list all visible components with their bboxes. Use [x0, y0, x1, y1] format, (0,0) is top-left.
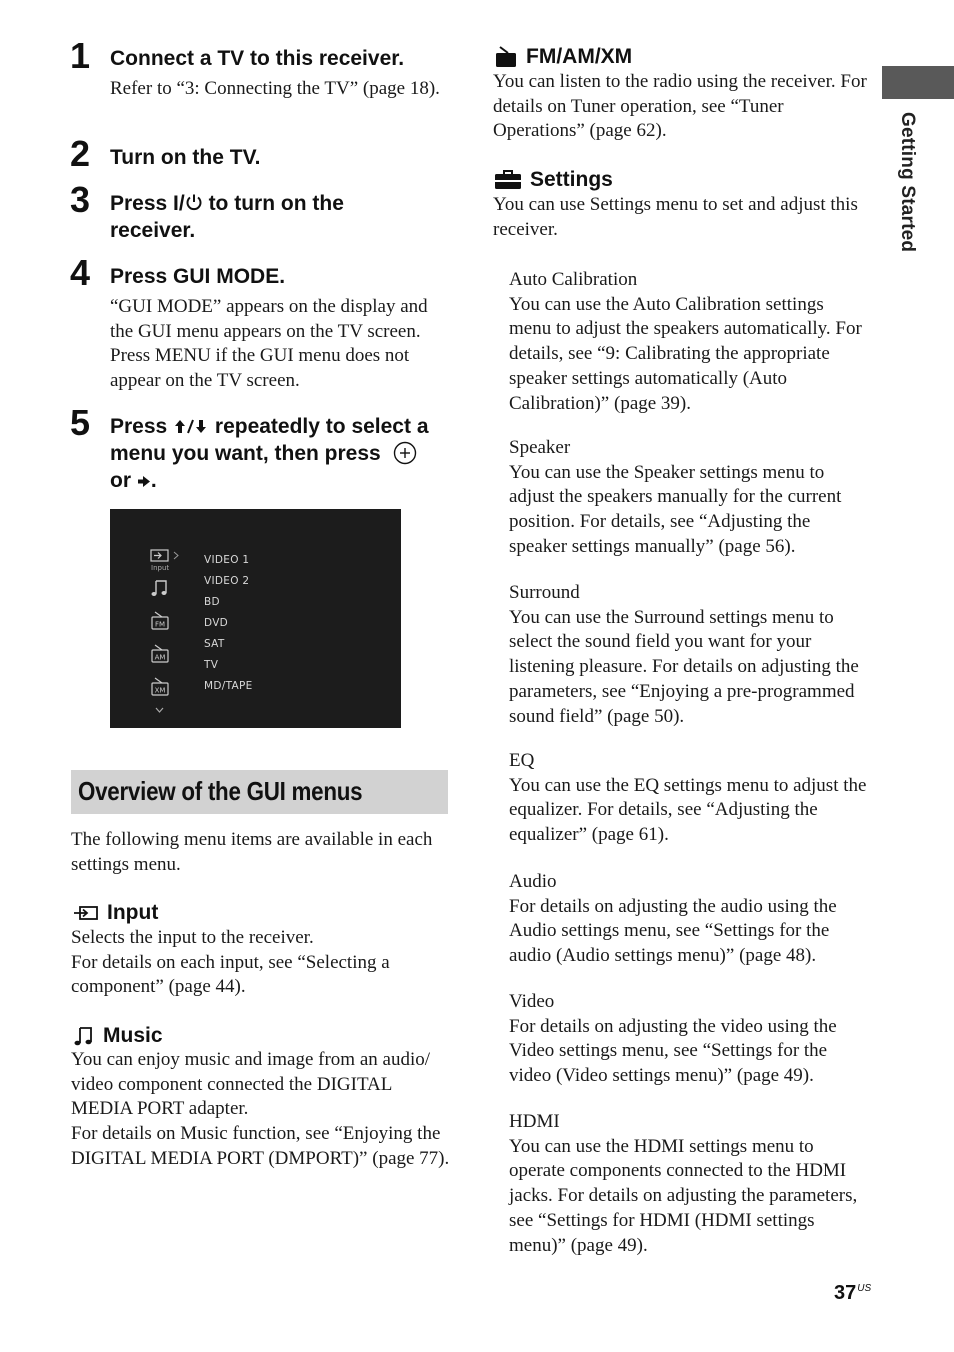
gui-item-dvd[interactable]: DVD [204, 617, 229, 629]
setting-surround [509, 581, 869, 729]
step-1-body: Refer to “3: Connecting the TV” (page 18). [110, 78, 440, 99]
page-number: $37^{US}$ [834, 1282, 872, 1304]
setting-desc: For details on adjusting the audio using the Audio settings menu, see “Settings for the audio (Audio settings menu)” (page 48). [509, 895, 837, 967]
toolbox-icon [494, 169, 522, 191]
step-4-body: “GUI MODE” appears on the display and the GUI menu appears on the TV screen. Press MENU if the GUI menu does not appear on the TV screen. [110, 296, 428, 392]
right-arrow-icon [137, 475, 151, 488]
gui-item-sat[interactable]: SAT [204, 638, 225, 650]
setting-audio [509, 870, 869, 969]
overview-intro: The following menu items are available in each settings menu. [71, 829, 433, 875]
setting-name: Surround [509, 582, 580, 603]
setting-desc: You can use the Auto Calibration settings menu to adjust the speakers automatically. For details, see “9: Calibrating the appropriate speaker settings automatically (Auto Calibration)” (page 39). [509, 293, 862, 414]
music-note-icon [73, 1025, 95, 1047]
step-number-3: 3 [70, 179, 91, 220]
input-menu-icon [150, 549, 180, 563]
setting-desc: You can use the Speaker settings menu to adjust the speakers manually for the current position. For details, see “Adjusting the speaker settings manually” (page 56). [509, 461, 842, 557]
step-number-4: 4 [70, 252, 91, 293]
setting-name: Video [509, 991, 555, 1012]
music-section-body: You can enjoy music and image from an audio/ video component connected the DIGITAL MEDIA PORT adapter. For details on Music function, see “Enjoying the DIGITAL MEDIA PORT (DMPORT)” (page 77). [71, 1049, 450, 1169]
am-menu-icon [150, 644, 170, 664]
step-number-5: 5 [70, 402, 91, 443]
setting-name: Audio [509, 871, 557, 892]
setting-auto-calibration [509, 268, 869, 416]
gui-menu-screenshot [110, 509, 401, 728]
settings-section-heading: Settings [494, 167, 613, 193]
setting-video [509, 990, 869, 1089]
setting-hdmi [509, 1110, 871, 1258]
setting-desc: For details on adjusting the video using the Video settings menu, see “Settings for the video (Video settings menu)” (page 49). [509, 1015, 837, 1087]
up-down-arrow-icon [173, 419, 209, 434]
setting-name: HDMI [509, 1111, 560, 1132]
am-menu-label: AM [154, 653, 166, 662]
step-1-title: Connect a TV to this receiver. [110, 47, 405, 70]
gui-item-md-tape[interactable]: MD/TAPE [204, 680, 253, 692]
setting-desc: You can use the Surround settings menu to select the sound field you want for your listening pleasure. For details on adjusting the parameters, see “Enjoying a pre-programmed sound field” (page 50). [509, 606, 859, 727]
step-3-title: Press I/ to turn on the receiver. [110, 192, 344, 242]
music-menu-icon [150, 578, 170, 598]
music-section-heading: Music [73, 1023, 163, 1049]
chevron-down-icon [155, 707, 164, 713]
fm-am-xm-section-heading: FM/AM/XM [494, 44, 632, 70]
setting-speaker [509, 436, 869, 560]
gui-item-tv[interactable]: TV [204, 659, 219, 671]
fm-menu-label: FM [154, 620, 166, 629]
step-2-title: Turn on the TV. [110, 146, 261, 169]
fm-am-xm-section-body: You can listen to the radio using the receiver. For details on Tuner operation, see “Tuner Operations” (page 62). [493, 71, 867, 142]
fm-menu-icon [150, 611, 170, 631]
enter-plus-icon [393, 441, 417, 465]
settings-section-body: You can use Settings menu to set and adjust this receiver. [493, 194, 858, 240]
gui-item-video2[interactable]: VIDEO 2 [204, 575, 250, 587]
input-menu-label: Input [151, 564, 170, 572]
input-section-heading: Input [73, 900, 158, 926]
input-icon [73, 905, 99, 921]
power-icon [185, 193, 203, 212]
chapter-side-label: Getting Started [897, 112, 918, 253]
setting-desc: You can use the EQ settings menu to adjust the equalizer. For details, see “Adjusting the equalizer” (page 61). [509, 774, 867, 846]
overview-heading-banner [71, 770, 448, 814]
input-section-body: Selects the input to the receiver. For details on each input, see “Selecting a component” (page 44). [71, 927, 390, 998]
xm-menu-icon [150, 677, 170, 697]
radio-icon [494, 45, 518, 69]
step-number-2: 2 [70, 133, 91, 174]
step-4-title: Press GUI MODE. [110, 265, 286, 288]
setting-name: EQ [509, 750, 535, 771]
gui-item-bd[interactable]: BD [204, 596, 220, 608]
overview-heading: Overview of the GUI menus [78, 776, 363, 806]
setting-name: Speaker [509, 437, 571, 458]
xm-menu-label: XM [154, 686, 166, 695]
step-number-1: 1 [70, 35, 91, 76]
chapter-tab [882, 66, 954, 99]
setting-name: Auto Calibration [509, 269, 638, 290]
setting-desc: You can use the HDMI settings menu to operate components connected to the HDMI jacks. For details on adjusting the parameters, see “Settings for HDMI (HDMI settings menu)” (page 49). [509, 1135, 858, 1256]
setting-eq [509, 749, 869, 848]
gui-item-video1[interactable]: VIDEO 1 [204, 554, 250, 566]
step-5-title: Press repeatedly to select a menu you want, then press or . [110, 415, 429, 492]
